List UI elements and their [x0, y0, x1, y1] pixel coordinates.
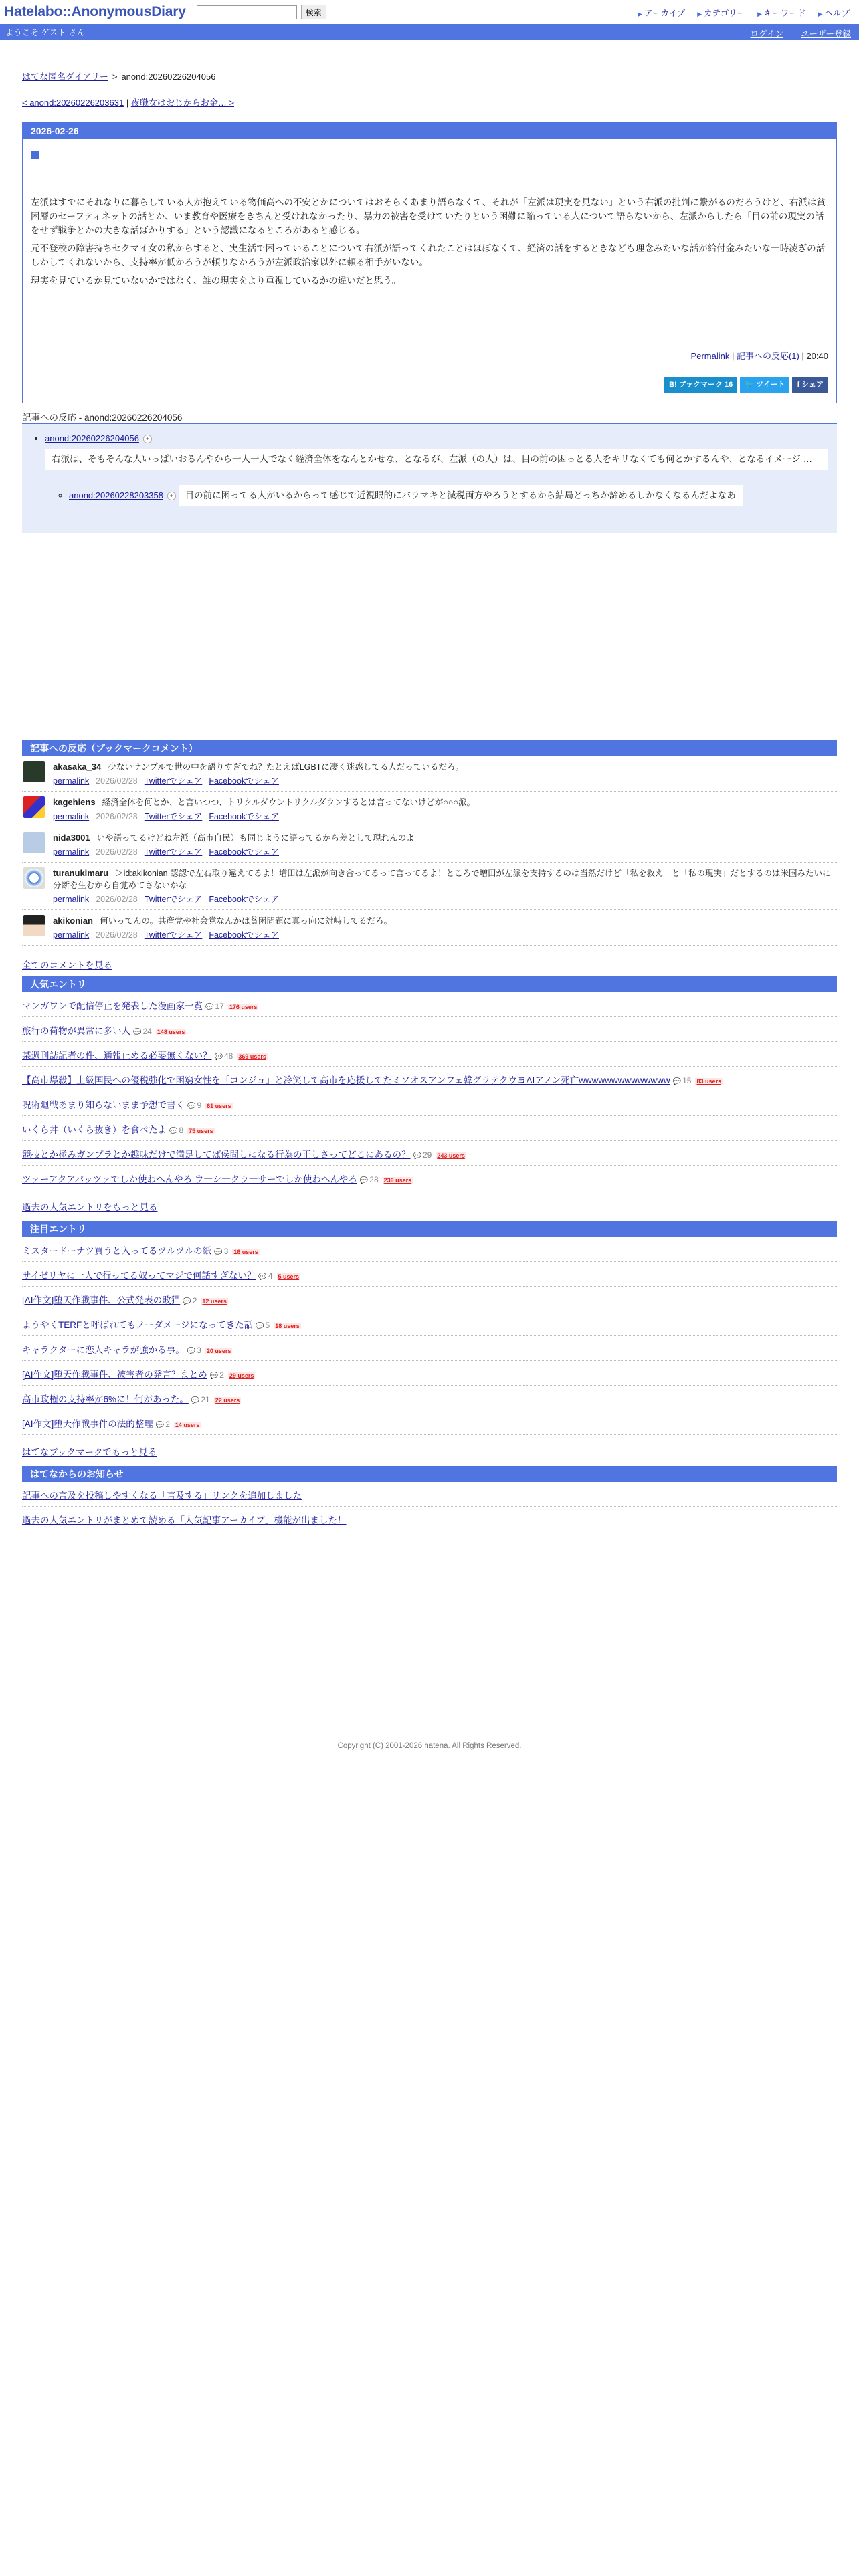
entry-list-item — [22, 1141, 837, 1166]
comment-count[interactable]: 💬 4 — [258, 1271, 272, 1281]
bookmark-user[interactable]: nida3001 — [53, 833, 90, 843]
avatar[interactable] — [23, 796, 45, 818]
popular-more-link[interactable]: 過去の人気エントリをもっと見る — [22, 1202, 158, 1213]
twitter-share-link[interactable]: Twitterでシェア — [144, 812, 203, 822]
comment-count[interactable]: 💬 2 — [210, 1370, 224, 1380]
bookmark-permalink[interactable]: permalink — [53, 895, 90, 905]
users-badge[interactable]: 29 users — [229, 1372, 254, 1380]
entry-title-link[interactable]: サイゼリヤに一人で行ってる奴ってマジで何話すぎない？ — [22, 1271, 256, 1281]
entry-title-link[interactable]: 旅行の荷物が異常に多い人 — [22, 1026, 130, 1037]
main-column — [22, 70, 837, 1750]
reaction-text: 右派は、そもそんな人いっぱいおるんやから一人一人でなく経済全体をなんとかせな、となるが、左派（の人）は、目の前の困っとる人をキリなくても何とかするんや、となるイメージ … — [45, 449, 828, 470]
facebook-share-button[interactable] — [792, 377, 828, 393]
breadcrumb — [22, 70, 837, 82]
comment-count[interactable]: 💬 5 — [256, 1321, 270, 1330]
tweet-button[interactable] — [740, 377, 789, 393]
entry-paragraph: 左派はすでにそれなりに暮らしている人が抱えている物価高への不安とかについてはおそらくあまり語らなくて、それが「左派は現実を見ない」という右派の批判に繋がるのだろうけど、右派は貧困層のセーフティネットの話とか、いま教育や医療をきちんと受けれなかったり、暴力の被害を受けていたりという困難に陥っている人について語らないから、左派からしたら「目の前の現実の話をせず戦争とかの大きな話ばかりする」という認識になるところがあると感じる。 — [31, 197, 826, 235]
facebook-share-link[interactable]: Facebookでシェア — [209, 930, 279, 940]
bookmark-comment — [22, 863, 837, 910]
bookmark-user[interactable]: akikonian — [53, 916, 93, 926]
entry-anchor-icon[interactable] — [31, 151, 39, 159]
comment-count[interactable]: 💬 3 — [187, 1346, 201, 1355]
twitter-icon: 🐦 — [745, 381, 757, 389]
users-badge[interactable]: 5 users — [278, 1273, 300, 1281]
nav-keyword[interactable]: ▶ キーワード — [757, 7, 805, 19]
facebook-icon: f — [797, 381, 802, 389]
all-comments-link[interactable]: 全てのコメントを見る — [22, 960, 112, 971]
attention-more-link[interactable]: はてなブックマークでもっと見る — [22, 1447, 157, 1458]
users-badge[interactable]: 22 users — [215, 1397, 240, 1404]
entry-list-item — [22, 1042, 837, 1067]
register-link[interactable]: ユーザー登録 — [800, 29, 851, 39]
entry-list-item — [22, 992, 837, 1017]
reaction-text: 目の前に困ってる人がいるからって感じで近視眼的にバラマキと減税両方やろうとするから結局どっちか諦めるしかなくなるんだよなあ — [179, 485, 743, 506]
entry-title-link[interactable]: キャラクターに恋人キャラが強かる事。 — [22, 1345, 185, 1356]
reaction-link[interactable]: anond:20260226204056 — [45, 433, 139, 443]
header-nav — [638, 7, 850, 19]
entry-body — [23, 139, 836, 403]
entry-title-link[interactable]: いくら丼（いくら抜き）を食べたよ — [22, 1125, 167, 1136]
entry-list-item — [22, 1017, 837, 1042]
nav-category[interactable]: ▶ カテゴリー — [697, 7, 745, 19]
entry-date: 2026-02-26 — [23, 122, 836, 139]
bookmark-button[interactable]: B! ブックマーク 16 — [664, 377, 737, 393]
entry-list-item — [22, 1166, 837, 1190]
entry-title-link[interactable]: 競技とか極みガンプラとか趣味だけで満足してば侯問しになる行為の正しさってどこにあるの？ — [22, 1150, 411, 1160]
entry-paragraph: 現実を見ているか見ていないかではなく、誰の現実をより重視しているかの違いだと思う。 — [31, 276, 401, 286]
bookmark-user[interactable]: kagehiens — [53, 797, 96, 808]
comment-count[interactable]: 💬 8 — [169, 1125, 183, 1135]
entry-title-link[interactable]: 高市政権の支持率が6%に！何があった。 — [22, 1394, 189, 1405]
users-badge[interactable]: 75 users — [189, 1128, 213, 1135]
avatar[interactable] — [23, 832, 45, 853]
nav-help[interactable]: ▶ ヘルプ — [818, 7, 850, 19]
notice-link[interactable]: 過去の人気エントリがまとめて読める「人気記事アーカイブ」機能が出ました！ — [22, 1515, 347, 1526]
share-buttons — [31, 377, 828, 397]
users-badge[interactable]: 18 users — [275, 1323, 300, 1330]
bookmark-date: 2026/02/28 — [96, 847, 138, 857]
entry-footer: Permalink | 記事への反応(1) | 20:40 — [690, 351, 828, 361]
entry-list-item — [22, 1116, 837, 1141]
entry-title-link[interactable]: 某週刊誌記者の件、通報止める必要無くない？ — [22, 1051, 212, 1061]
diary-entry — [22, 122, 837, 403]
expand-icon[interactable]: + — [143, 435, 152, 443]
entry-list-item — [22, 1067, 837, 1091]
entry-list-item — [22, 1336, 837, 1361]
expand-icon[interactable]: + — [167, 492, 176, 500]
reaction-item — [69, 479, 828, 509]
footer-copyright: Copyright (C) 2001-2026 hatena. All Rights Reserved. — [337, 1742, 522, 1751]
entry-time: 20:40 — [806, 351, 828, 361]
prev-next-nav — [22, 96, 837, 108]
notice-item — [22, 1482, 837, 1507]
users-badge[interactable]: 369 users — [238, 1053, 266, 1061]
prev-next-sep: | — [126, 98, 129, 108]
reaction-link[interactable]: anond:20260228203358 — [69, 490, 163, 501]
bookmark-comment — [22, 792, 837, 827]
entry-list-item — [22, 1386, 837, 1410]
entry-title-link[interactable]: [AI作文]堕天作戦事件、被害者の発言？まとめ — [22, 1370, 207, 1380]
next-entry-link[interactable]: 夜職女はおじからお金… > — [130, 98, 235, 108]
entry-title-link[interactable]: ツァーアクアパッツァでしか使わへんやろ ウ一シ一クラ一サーでしか使わへんやろ — [22, 1174, 357, 1185]
entry-list-item — [22, 1287, 837, 1311]
facebook-share-link[interactable]: Facebookでシェア — [209, 776, 279, 786]
comment-count[interactable]: 💬 24 — [133, 1027, 152, 1036]
users-badge[interactable]: 61 users — [207, 1103, 231, 1110]
login-link[interactable]: ログイン — [750, 29, 783, 39]
comment-count[interactable]: 💬 3 — [214, 1247, 228, 1256]
search-button[interactable]: 検索 — [301, 5, 326, 19]
comment-count[interactable]: 💬 2 — [183, 1296, 197, 1305]
bookmark-permalink[interactable]: permalink — [53, 776, 90, 786]
entry-paragraph: 元不登校の障害持ちセクマイ女の私からすると、実生活で困っていることについて右派が語ってくれたことはほぼなくて、経済の話をするときなども理念みたいな話が給付金みたいな一時凌ぎの話しかしてくれないから、支持率が低かろうが頼りなかろうが左派政治家以外に頼る相手がいない。 — [31, 243, 826, 267]
entry-title-link[interactable]: 【高市爆殺】上級国民への優税強化で困窮女性を「コンジョ」と冷笑して高市を応援してたミソオスアンフェ韓グラテクウヨAIアノン死亡wwwwwwwwwwwwww — [22, 1075, 670, 1086]
entry-title-link[interactable]: [AI作文]堕天作戦事件の法的整理 — [22, 1419, 153, 1430]
breadcrumb-root[interactable]: はてな匿名ダイアリー — [22, 72, 108, 82]
welcome-text: ようこそ ゲスト さん — [5, 28, 85, 37]
entry-list-item — [22, 1311, 837, 1336]
comment-count[interactable]: 💬 48 — [215, 1051, 233, 1061]
avatar[interactable] — [23, 761, 45, 782]
comment-count[interactable]: 💬 15 — [673, 1076, 692, 1085]
reaction-item — [45, 433, 828, 509]
bookmark-date: 2026/02/28 — [96, 776, 138, 786]
top-header — [0, 0, 859, 24]
facebook-share-link[interactable]: Facebookでシェア — [209, 812, 279, 822]
bookmark-permalink[interactable]: permalink — [53, 847, 90, 857]
users-badge[interactable]: 243 users — [437, 1152, 465, 1160]
popular-entries-list — [22, 992, 837, 1190]
users-badge[interactable]: 20 users — [206, 1348, 231, 1355]
entry-list-item — [22, 1361, 837, 1386]
entry-list-item — [22, 1091, 837, 1116]
bookmark-text: いや語ってるけどね左派（高市自民）も同じように語ってるから差として現れんのよ — [96, 833, 415, 843]
twitter-share-link[interactable]: Twitterでシェア — [144, 776, 203, 786]
users-badge[interactable]: 12 users — [202, 1298, 227, 1305]
bookmark-date: 2026/02/28 — [96, 895, 138, 905]
prev-entry-link[interactable]: < anond:20260226203631 — [22, 98, 124, 108]
permalink-link[interactable]: Permalink — [690, 351, 730, 361]
comment-count[interactable]: 💬 9 — [187, 1101, 201, 1110]
reactions-title: 記事への反応 - anond:20260226204056 — [22, 413, 183, 423]
bookmark-text: ＞id:akikonian 認認で左右取り違えてるよ！増田は左派が向き合ってるって言ってるよ！ところで増田が左派を支持するのは当然だけど「私を救え」と「私の現実」だとするのは米国みたいに分断を生むから自覚めてさないかな — [53, 869, 831, 891]
attention-entries-list — [22, 1237, 837, 1435]
avatar[interactable] — [23, 915, 45, 936]
avatar[interactable] — [23, 867, 45, 889]
entry-title-link[interactable]: ようやくTERFと呼ばれてもノーダメージになってきた話 — [22, 1320, 254, 1331]
users-badge[interactable]: 148 users — [157, 1029, 185, 1036]
bookmark-date: 2026/02/28 — [96, 812, 138, 822]
bookmark-user[interactable]: turanukimaru — [53, 868, 109, 879]
twitter-share-link[interactable]: Twitterでシェア — [144, 847, 203, 857]
notice-header: はてなからのお知らせ — [22, 1466, 837, 1482]
popular-entries-header: 人気エントリ — [22, 976, 837, 992]
entry-title-link[interactable]: ミスタードーナツ買うと入ってるツルツルの紙 — [22, 1246, 212, 1257]
notice-item — [22, 1507, 837, 1531]
bookmark-permalink[interactable]: permalink — [53, 812, 90, 822]
notice-link[interactable]: 記事への言及を投稿しやすくなる「言及する」リンクを追加しました — [22, 1491, 302, 1501]
entry-list-item — [22, 1262, 837, 1287]
tweet-label: ツイート — [756, 381, 785, 389]
bookmark-comment — [22, 827, 837, 863]
twitter-share-link[interactable]: Twitterでシェア — [144, 895, 203, 905]
comment-count[interactable]: 💬 29 — [413, 1150, 432, 1160]
bookmark-text: 何いってんの。共産党や社会党なんかは貧困問題に真っ向に対峙してるだろ。 — [99, 916, 392, 926]
users-badge[interactable]: 14 users — [175, 1422, 200, 1429]
bookmark-comment — [22, 910, 837, 946]
users-badge[interactable]: 16 users — [233, 1249, 258, 1256]
reactions-tree — [22, 423, 837, 533]
comment-count[interactable]: 💬 2 — [156, 1420, 170, 1429]
site-logo[interactable]: Hatelabo::AnonymousDiary — [4, 4, 186, 19]
bookmark-text: 経済全体を何とか、と言いつつ、トリクルダウントリクルダウンするとは言ってないけどが○○○派。 — [102, 798, 475, 808]
attention-entries-header: 注目エントリ — [22, 1221, 837, 1237]
comment-count[interactable]: 💬 21 — [191, 1395, 210, 1404]
facebook-share-label: シェア — [801, 381, 824, 389]
twitter-share-link[interactable]: Twitterでシェア — [144, 930, 203, 940]
bookmark-comments-header: 記事への反応（ブックマークコメント） — [22, 740, 837, 756]
entry-list-item — [22, 1410, 837, 1435]
entry-title-link[interactable]: [AI作文]堕天作戦事件、公式発表の敗猫 — [22, 1295, 181, 1306]
facebook-share-link[interactable]: Facebookでシェア — [209, 847, 279, 857]
bookmark-comment — [22, 756, 837, 792]
breadcrumb-current: anond:20260226204056 — [121, 72, 216, 82]
bookmark-text: 少ないサンプルで世の中を語りすぎでね？たとえばLGBTに凄く迷惑してる人だっているだろ。 — [108, 762, 464, 772]
search-input[interactable] — [197, 5, 297, 19]
facebook-share-link[interactable]: Facebookでシェア — [209, 895, 279, 905]
entry-list-item — [22, 1237, 837, 1262]
users-badge[interactable]: 83 users — [696, 1078, 721, 1085]
users-badge[interactable]: 176 users — [229, 1004, 258, 1011]
bookmark-comments-list — [22, 756, 837, 946]
user-bar — [0, 24, 859, 40]
entry-title-link[interactable]: 呪術廻戦あまり知らないまま予想で書く — [22, 1100, 185, 1111]
breadcrumb-sep: > — [112, 72, 118, 82]
entry-title-link[interactable]: マンガワンで配信停止を発表した漫画家一覧 — [22, 1001, 203, 1012]
bookmark-user[interactable]: akasaka_34 — [53, 762, 102, 772]
users-badge[interactable]: 239 users — [383, 1177, 412, 1184]
bookmark-permalink[interactable]: permalink — [53, 930, 90, 940]
comment-count[interactable]: 💬 17 — [205, 1002, 224, 1011]
nav-archive[interactable]: ▶ アーカイブ — [638, 7, 685, 19]
comment-count[interactable]: 💬 28 — [360, 1175, 379, 1184]
bookmark-date: 2026/02/28 — [96, 930, 138, 940]
reactions-link[interactable]: 記事への反応(1) — [736, 351, 799, 361]
